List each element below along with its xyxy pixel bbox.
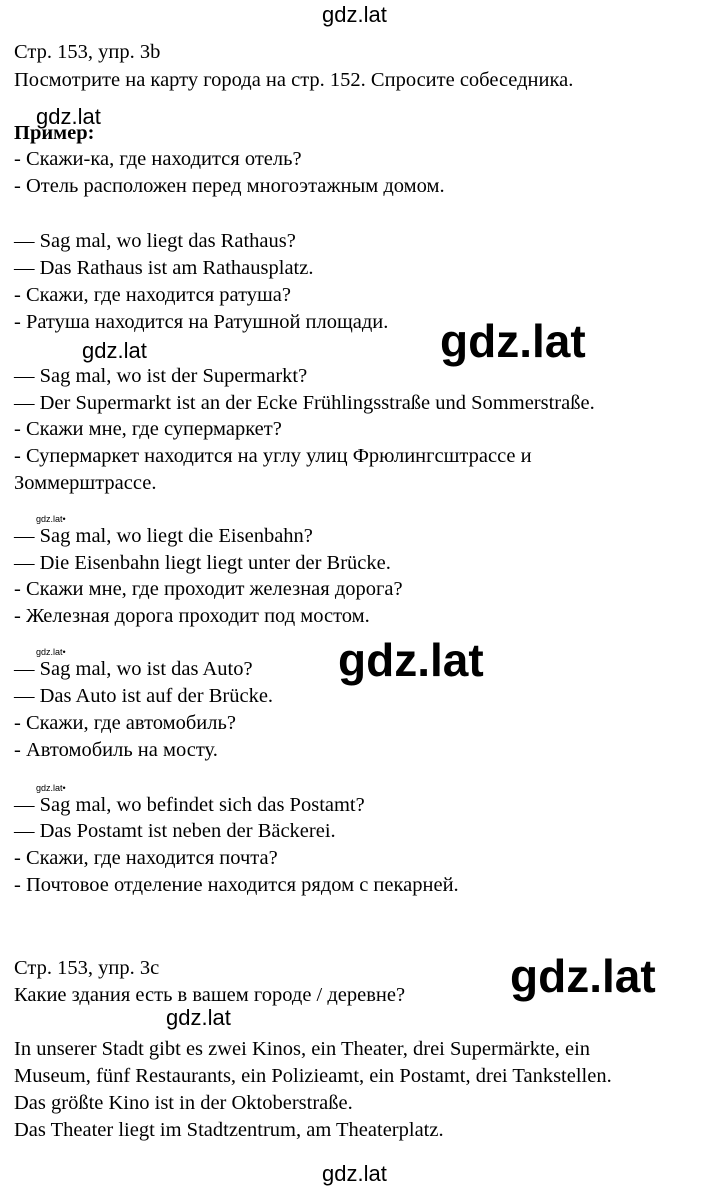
watermark: gdz.lat: [166, 1005, 231, 1030]
watermark: gdz.lat: [36, 104, 101, 129]
watermark-large: gdz.lat: [510, 950, 656, 1002]
dialogue-line: - Скажи мне, где проходит железная дорога?: [14, 578, 403, 600]
watermark-large: gdz.lat: [440, 315, 586, 367]
dialogue-line: Зоммерштрассе.: [14, 472, 157, 494]
dialogue-line: - Скажи мне, где супермаркет?: [14, 418, 282, 440]
dialogue-line: - Почтовое отделение находится рядом с пекарней.: [14, 874, 459, 896]
dialogue-line: — Sag mal, wo befindet sich das Postamt?: [14, 794, 365, 816]
example-label: Пример:: [14, 122, 95, 144]
dialogue-line: - Автомобиль на мосту.: [14, 739, 218, 761]
dialogue-line: — Sag mal, wo liegt das Rathaus?: [14, 230, 296, 252]
watermark-top: gdz.lat: [322, 2, 387, 27]
task-text: Посмотрите на карту города на стр. 152. Спросите собеседника.: [14, 69, 574, 91]
watermark: gdz.lat: [82, 338, 147, 363]
watermark-large: gdz.lat: [338, 634, 484, 686]
watermark-bottom: gdz.lat: [322, 1161, 387, 1186]
dialogue-line: - Ратуша находится на Ратушной площади.: [14, 311, 389, 333]
dialogue-line: - Скажи, где автомобиль?: [14, 712, 236, 734]
section-heading: Стр. 153, упр. 3c: [14, 957, 160, 979]
dialogue-line: — Sag mal, wo ist der Supermarkt?: [14, 365, 308, 387]
answer-line: Das Theater liegt im Stadtzentrum, am Theaterplatz.: [14, 1119, 444, 1141]
dialogue-line: — Das Postamt ist neben der Bäckerei.: [14, 820, 336, 842]
dialogue-line: - Скажи, где находится почта?: [14, 847, 278, 869]
dialogue-line: — Die Eisenbahn liegt liegt unter der Brücke.: [14, 552, 391, 574]
dialogue-line: — Das Auto ist auf der Brücke.: [14, 685, 274, 707]
watermark-tiny: gdz.lat•: [36, 647, 66, 657]
dialogue-line: — Sag mal, wo ist das Auto?: [14, 658, 253, 680]
dialogue-line: - Железная дорога проходит под мостом.: [14, 605, 370, 627]
dialogue-line: — Sag mal, wo liegt die Eisenbahn?: [14, 525, 313, 547]
section-heading: Стр. 153, упр. 3b: [14, 41, 161, 63]
example-line: - Отель расположен перед многоэтажным домом.: [14, 175, 445, 197]
answer-line: Museum, fünf Restaurants, ein Polizieamt, ein Postamt, drei Tankstellen.: [14, 1065, 612, 1087]
example-line: - Скажи-ка, где находится отель?: [14, 148, 302, 170]
dialogue-line: — Das Rathaus ist am Rathausplatz.: [14, 257, 314, 279]
watermark-tiny: gdz.lat•: [36, 783, 66, 793]
watermark-tiny: gdz.lat•: [36, 514, 66, 524]
dialogue-line: - Скажи, где находится ратуша?: [14, 284, 292, 306]
answer-line: Das größte Kino ist in der Oktoberstraße.: [14, 1092, 353, 1114]
question-text: Какие здания есть в вашем городе / деревне?: [14, 984, 406, 1006]
dialogue-line: — Der Supermarkt ist an der Ecke Frühlingsstraße und Sommerstraße.: [14, 392, 595, 414]
answer-line: In unserer Stadt gibt es zwei Kinos, ein Theater, drei Supermärkte, ein: [14, 1038, 591, 1060]
dialogue-line: - Супермаркет находится на углу улиц Фрюлингсштрассе и: [14, 445, 532, 467]
